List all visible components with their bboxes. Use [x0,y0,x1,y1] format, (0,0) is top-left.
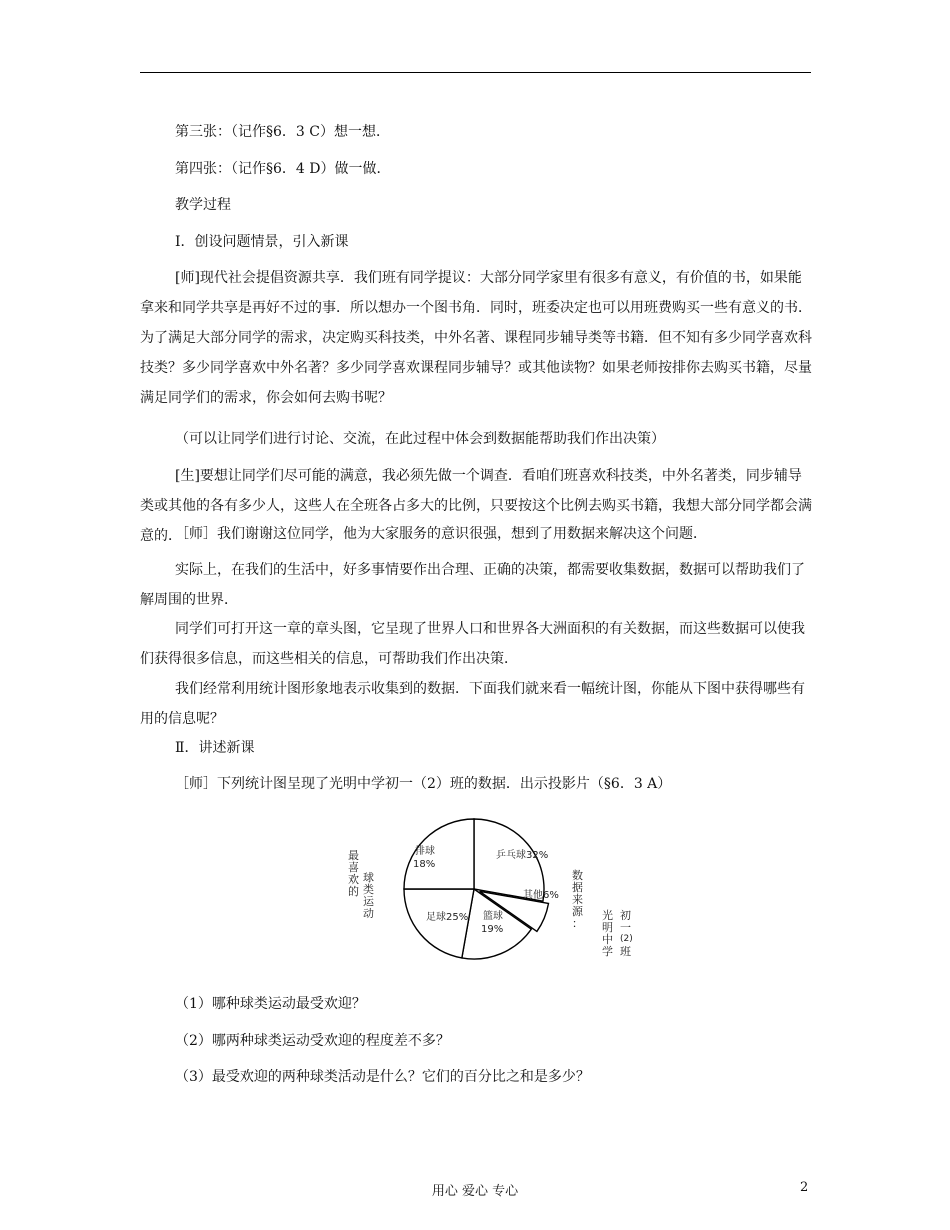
footer-motto: 用心 爱心 专心 [431,1184,519,1199]
paragraph-chapter-figure: 同学们可打开这一章的章头图，它呈现了世界人口和世界各大洲面积的有关数据，而这些数据可以使我们获得很多信息，而这些相关的信息，可帮助我们作出决策． [140,621,805,667]
line-slide-4: 第四张：（记作§6．4 D）做一做． [175,161,391,177]
line-slide-3: 第三张：（记作§6．3 C）想一想． [175,124,390,140]
pie-chart [340,812,640,972]
section-teaching-process: 教学过程 [175,197,231,213]
paragraph-discussion-note: （可以让同学们进行讨论、交流，在此过程中体会到数据能帮助我们作出决策） [175,431,665,447]
paragraph-teacher-3: ［师］下列统计图呈现了光明中学初一（2）班的数据．出示投影片（§6．3 A） [175,776,672,792]
chart-title-col1: 最 喜 欢 的 [348,849,359,898]
chart-source-col3: 初 一 (2) 班 [620,909,633,958]
question-3: （3）最受欢迎的两种球类活动是什么？它们的百分比之和是多少？ [175,1069,590,1085]
paragraph-student: [生]要想让同学们尽可能的满意，我必须先做一个调查．看咱们班喜欢科技类，中外名著类，同步辅导类或其他的各有多少人，这些人在全班各占多大的比例，只要按这个比例去购买书籍，我想大部分同学都会满意的． [140,468,812,544]
section-heading-1: Ⅰ．创设问题情景，引入新课 [175,234,349,250]
page-number: 2 [800,1180,809,1195]
chart-source-col2: 光 明 中 学 [602,909,613,958]
chart-source-col1: 数 据 来 源 ： [572,869,583,930]
paragraph-teacher-2: ［师］我们谢谢这位同学，他为大家服务的意识很强，想到了用数据来解决这个问题． [175,526,707,542]
question-1: （1）哪种球类运动最受欢迎？ [175,996,366,1012]
pie-label-1: 乒乓球32% [496,850,549,861]
paragraph-teacher-1: [师]现代社会提倡资源共享．我们班有同学提议：大部分同学家里有很多有意义，有价值的书，如果能拿来和同学共享是再好不过的事．所以想办一个图书角．同时，班委决定也可以用班费购买一些有意义的书．为了满足大部分同学的需求，决定购买科技类，中外名著、课程同步辅导类等书籍．但不知有多少同学喜欢科技类？多少同学喜欢中外名著？多少同学喜欢课程同步辅导？或其他读物？如果老师按排你去购买书籍，尽量满足同学们的需求，你会如何去购书呢？ [140,270,812,406]
pie-chart-figure [340,812,640,972]
paragraph-real-life: 实际上，在我们的生活中，好多事情要作出合理、正确的决策，都需要收集数据，数据可以帮助我们了解周围的世界． [140,562,805,608]
pie-label-5: 排球 18% [413,846,436,870]
pie-slice-4 [404,889,474,958]
pie-label-4: 足球25% [426,912,469,923]
pie-label-2: 其他6% [523,890,559,901]
paragraph-statistics-chart: 我们经常利用统计图形象地表示收集到的数据．下面我们就来看一幅统计图，你能从下图中获得哪些有用的信息呢？ [140,681,805,727]
header-rule [140,72,811,73]
section-heading-2: Ⅱ．讲述新课 [175,740,255,756]
question-2: （2）哪两种球类运动受欢迎的程度差不多？ [175,1033,450,1049]
pie-label-3: 篮球 19% [481,911,504,935]
chart-title-col2: 球 类 运 动 [363,871,374,920]
